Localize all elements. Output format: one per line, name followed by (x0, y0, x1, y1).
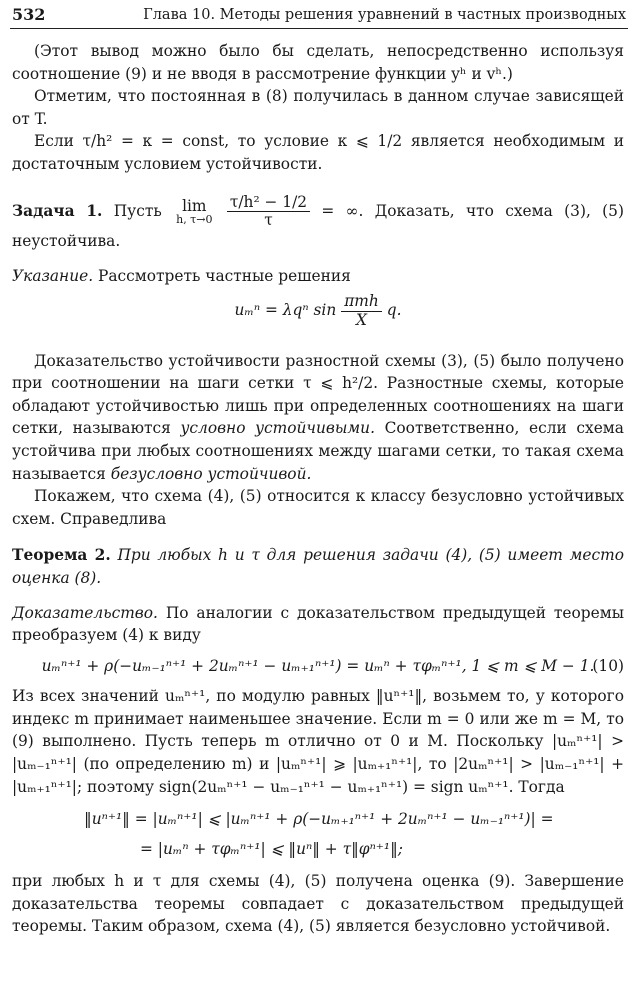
page-header (0, 0, 638, 30)
hint-lhs: uₘⁿ = λqⁿ sin (234, 301, 337, 320)
theorem-label: Теорема 2. (12, 546, 111, 565)
term-unconditionally-stable: безусловно устойчивой. (110, 464, 312, 483)
proof-text: По аналогии с доказательством предыдущей теоремы преобразуем (4) к виду (12, 603, 624, 645)
paragraph-conclusion: при любых h и τ для схемы (4), (5) получена оценка (9). Завершение доказательства теоремы совпадает с доказательством предыдущей теоремы. Таким образом, схема (4), (5) является безусловно устойчивой. (12, 872, 624, 936)
theorem-2 (12, 544, 624, 589)
limit-operator (176, 196, 213, 226)
task-after: = ∞. Доказать, что схема (3), (5) неустойчива. (12, 201, 624, 250)
page-number: 532 (12, 5, 46, 24)
estimate-row-1: ‖uⁿ⁺¹‖ = |uₘⁿ⁺¹| ⩽ |uₘⁿ⁺¹ + ρ(−uₘ₊₁ⁿ⁺¹ + 2uₘⁿ⁺¹ − uₘ₋₁ⁿ⁺¹)| = (84, 810, 554, 829)
limit-bottom: h, τ→0 (176, 212, 213, 226)
term-conditionally-stable: условно устойчивыми. (180, 419, 375, 438)
hint (12, 265, 624, 288)
estimate-chain (84, 804, 624, 864)
paragraph-proof-argument: Из всех значений uₘⁿ⁺¹, по модулю равных ‖uⁿ⁺¹‖, возьмем то, у которого индекс m принимает наименьшее значение. Если m = 0 или же m = M, то (9) выполнено. Пусть теперь m отлично от 0 и M. Поскольку |uₘⁿ⁺¹| > |uₘ₋₁ⁿ⁺¹| (по определению m) и |uₘⁿ⁺¹| ⩾ |uₘ₊₁ⁿ⁺¹|, то |2uₘⁿ⁺¹| > |uₘ₋₁ⁿ⁺¹| + |uₘ₊₁ⁿ⁺¹|; поэтому sign(2uₘⁿ⁺¹ − uₘ₋₁ⁿ⁺¹ − uₘ₊₁ⁿ⁺¹) = sign uₘⁿ⁺¹. Тогда (12, 687, 624, 796)
equation-10 (12, 655, 624, 678)
paragraph-constant-note: Отметим, что постоянная в (8) получилась в данном случае зависящей от T. (12, 87, 624, 128)
proof (12, 602, 624, 647)
task-label: Задача 1. (12, 201, 103, 220)
paragraph-conditional-stability: Доказательство устойчивости разностной схемы (3), (5) было получено при соотношении на шаги сетки τ ⩽ h²/2. Разностные схемы, которые обладают устойчивостью лишь при определенных соотношениях на шаги сетки, называются условно устойчивыми. Соответственно, если схема устойчива при любых соотношениях между шагами сетки, то такая схема называется безусловно устойчивой. (12, 351, 624, 483)
limit-top: lim (182, 196, 207, 215)
proof-label: Доказательство. (12, 603, 158, 622)
theorem-text: При любых h и τ для решения задачи (4), (5) имеет место оценка (8). (12, 546, 624, 587)
hint-text: Рассмотреть частные решения (98, 266, 351, 285)
hint-label: Указание. (12, 266, 94, 285)
page-body (12, 40, 624, 938)
paragraph-show: Покажем, что схема (4), (5) относится к классу безусловно устойчивых схем. Справедлива (12, 487, 624, 528)
hint-formula (12, 293, 624, 329)
hint-rhs: q. (386, 301, 402, 320)
task-1 (12, 194, 624, 253)
equation-10-number: (10) (592, 656, 624, 675)
running-title: Глава 10. Методы решения уравнений в частных производных (143, 7, 626, 23)
hint-frac-den: X (356, 310, 367, 329)
hint-frac-num: πmh (341, 293, 382, 312)
task-fraction (227, 194, 310, 230)
task-before: Пусть (113, 201, 162, 220)
header-rule (10, 28, 628, 29)
task-frac-num: τ/h² − 1/2 (227, 194, 310, 213)
paragraph-stability-condition: Если τ/h² = κ = const, то условие κ ⩽ 1/2 является необходимым и достаточным условием устойчивости. (12, 132, 624, 173)
task-frac-den: τ (264, 211, 273, 230)
hint-fraction (341, 293, 382, 329)
estimate-row-2: = |uₘⁿ + τφₘⁿ⁺¹| ⩽ ‖uⁿ‖ + τ‖φⁿ⁺¹‖; (140, 840, 403, 859)
equation-10-formula: uₘⁿ⁺¹ + ρ(−uₘ₋₁ⁿ⁺¹ + 2uₘⁿ⁺¹ − uₘ₊₁ⁿ⁺¹) = uₘⁿ + τφₘⁿ⁺¹, 1 ⩽ m ⩽ M − 1. (41, 656, 595, 675)
paragraph-remark: (Этот вывод можно было бы сделать, непосредственно используя соотношение (9) и не вводя в рассмотрение функции yʰ и vʰ.) (12, 42, 624, 83)
